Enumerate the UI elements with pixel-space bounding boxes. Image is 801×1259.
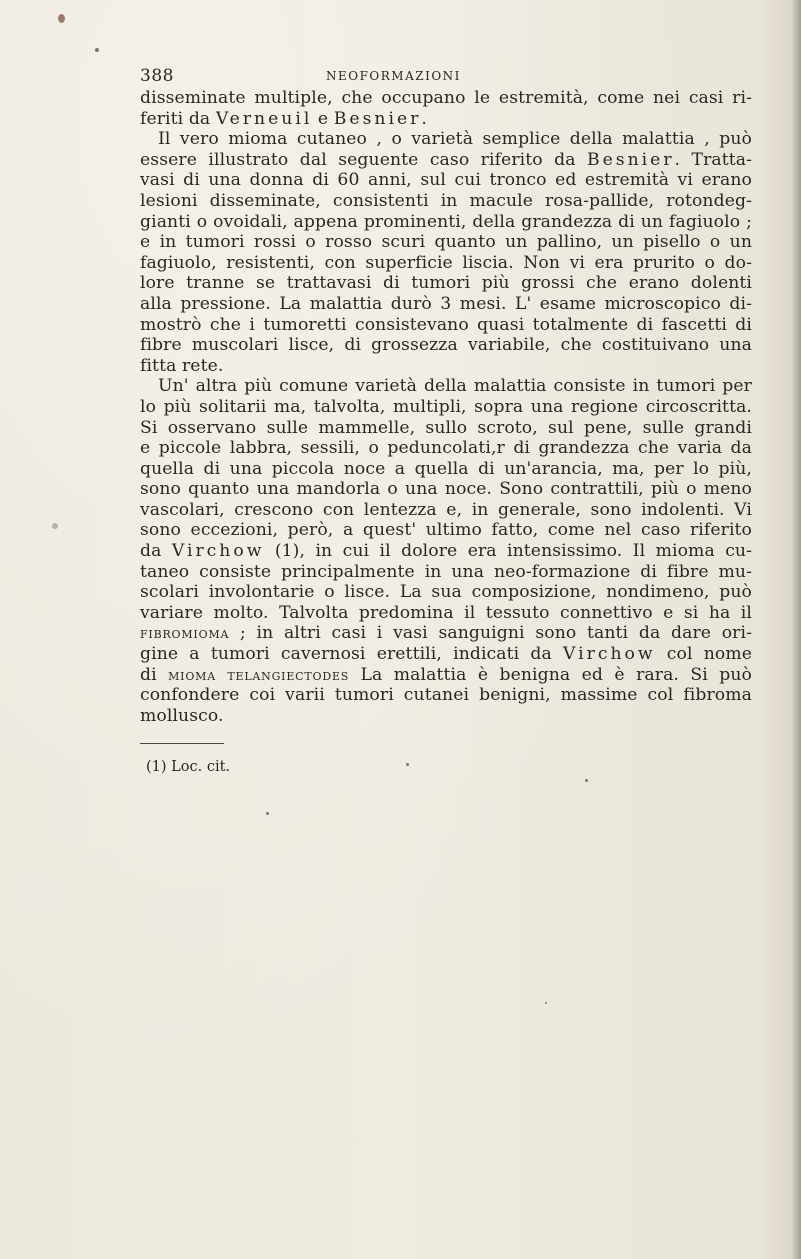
author-name: Besnier xyxy=(333,108,422,129)
text-line: Si osservano sulle mammelle, sullo scroto, sul pene, sulle grandi xyxy=(140,417,752,438)
text-line: confondere coi varii tumori cutanei benigni, massime col fibroma xyxy=(140,685,752,706)
text-line: di mioma telangiectodes La malattia è benigna ed è rara. Si può xyxy=(140,664,752,685)
text-line: sono quanto una mandorla o una noce. Sono contrattili, più o meno xyxy=(140,479,752,500)
text-line: da Virchow (1), in cui il dolore era intensissimo. Il mioma cu- xyxy=(140,541,752,562)
author-name: Verneuil xyxy=(215,108,313,129)
text-line: mostrò che i tumoretti consistevano quasi totalmente di fascetti di xyxy=(140,314,752,335)
paper-speck xyxy=(95,48,99,52)
text-line: mollusco. xyxy=(140,705,224,726)
text-line: e in tumori rossi o rosso scuri quanto un pallino, un pisello o un xyxy=(140,232,752,253)
text-line: gianti o ovoidali, appena prominenti, della grandezza di un fagiuolo ; xyxy=(140,211,752,232)
text-line: sono eccezioni, però, a quest' ultimo fatto, come nel caso riferito xyxy=(140,520,752,541)
text-line: Un' altra più comune varietà della malattia consiste in tumori per xyxy=(158,376,752,397)
text-line: lesioni disseminate, consistenti in macule rosa-pallide, rotondeg- xyxy=(140,190,752,211)
text-line: taneo consiste principalmente in una neo-formazione di fibre mu- xyxy=(140,561,752,582)
paper-speck xyxy=(52,523,58,529)
paper-speck xyxy=(266,812,269,815)
text-line: fibromioma ; in altri casi i vasi sanguigni sono tanti da dare ori- xyxy=(140,623,752,644)
text-line: scolari involontarie o lisce. La sua composizione, nondimeno, può xyxy=(140,582,752,603)
body-text xyxy=(140,88,752,726)
paper-speck xyxy=(545,1002,547,1004)
footnote: (1) Loc. cit. xyxy=(146,759,231,775)
text-line: disseminate multiple, che occupano le estremità, come nei casi ri- xyxy=(140,88,752,108)
page-header xyxy=(140,66,746,88)
text-line: lo più solitarii ma, talvolta, multipli, sopra una regione circoscritta. xyxy=(140,396,752,417)
paper-speck xyxy=(585,779,588,782)
page-number: 388 xyxy=(140,66,174,86)
running-head: NEOFORMAZIONI xyxy=(326,69,461,83)
text-line: fitta rete. xyxy=(140,355,224,376)
text-line: Il vero mioma cutaneo , o varietà semplice della malattia , può xyxy=(158,129,752,150)
text-line: fibre muscolari lisce, di grossezza variabile, che costituivano una xyxy=(140,335,752,356)
page-edge xyxy=(791,0,801,1259)
text-line: variare molto. Talvolta predomina il tessuto connettivo e si ha il xyxy=(140,602,752,623)
author-name: Virchow xyxy=(171,541,265,562)
author-name: Virchow xyxy=(563,644,656,665)
footnote-divider xyxy=(140,743,224,744)
text-line: quella di una piccola noce a quella di un'arancia, ma, per lo più, xyxy=(140,458,752,479)
text-line: e piccole labbra, sessili, o peduncolati,r di grandezza che varia da xyxy=(140,438,752,459)
text-line: vasi di una donna di 60 anni, sul cui tronco ed estremità vi erano xyxy=(140,170,752,191)
text-line: fagiuolo, resistenti, con superficie liscia. Non vi era prurito o do- xyxy=(140,252,752,273)
text-line: alla pressione. La malattia durò 3 mesi. L' esame microscopico di- xyxy=(140,293,752,314)
paper-speck xyxy=(406,763,409,766)
author-name: Besnier xyxy=(586,149,675,170)
text-line: gine a tumori cavernosi erettili, indicati da Virchow col nome xyxy=(140,644,753,665)
text-line: lore tranne se trattavasi di tumori più grossi che erano dolenti xyxy=(140,273,752,294)
text-line: essere illustrato dal seguente caso riferito da Besnier. Tratta- xyxy=(140,149,752,170)
text-line: vascolari, crescono con lentezza e, in generale, sono indolenti. Vi xyxy=(140,499,752,520)
paper-speck xyxy=(58,14,65,23)
term: fibromioma xyxy=(140,624,230,643)
text-line: feriti da Verneuil e Besnier. xyxy=(140,108,427,129)
term: mioma telangiectodes xyxy=(168,665,350,684)
